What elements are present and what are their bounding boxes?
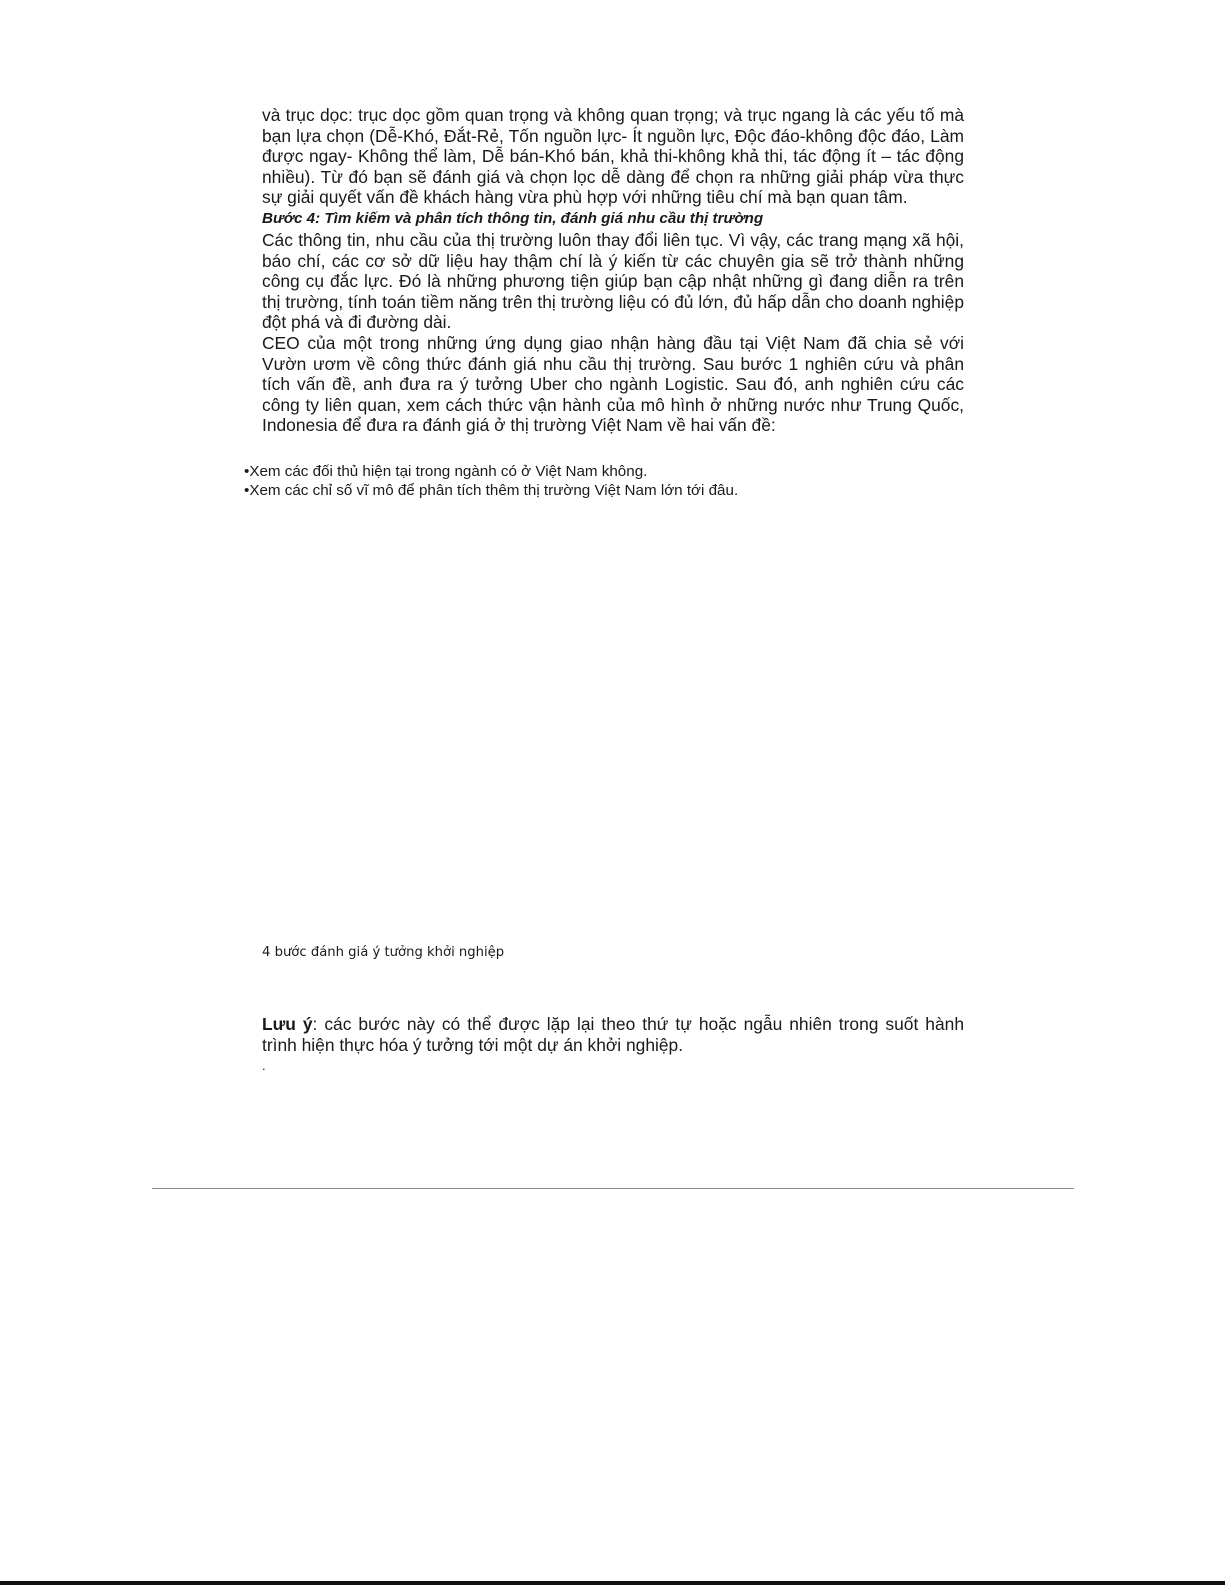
bullet-item-competitors: •Xem các đối thủ hiện tại trong ngành có ở Việt Nam không. — [244, 463, 648, 480]
bullet-list — [244, 462, 964, 500]
bullet-item-macro-indicators: •Xem các chỉ số vĩ mô để phân tích thêm thị trường Việt Nam lớn tới đâu. — [244, 482, 739, 499]
paragraph-ceo-story: CEO của một trong những ứng dụng giao nhận hàng đầu tại Việt Nam đã chia sẻ với Vườn ươm về công thức đánh giá nhu cầu thị trường. Sau bước 1 nghiên cứu và phân tích vấn đề, anh đưa ra ý tưởng Uber cho ngành Logistic. Sau đó, anh nghiên cứu các công ty liên quan, xem cách thức vận hành của mô hình ở những nước như Trung Quốc, Indonesia để đưa ra đánh giá ở thị trường Việt Nam về hai vấn đề: — [262, 332, 964, 436]
note-text: : các bước này có thể được lặp lại theo thứ tự hoặc ngẫu nhiên trong suốt hành trình hiện thực hóa ý tưởng tới một dự án khởi nghiệp. — [262, 1014, 964, 1055]
figure-caption: 4 bước đánh giá ý tưởng khởi nghiệp — [262, 945, 505, 960]
trailing-dot: . — [262, 1058, 266, 1073]
paragraph-market-info: Các thông tin, nhu cầu của thị trường luôn thay đổi liên tục. Vì vậy, các trang mạng xã hội, báo chí, các cơ sở dữ liệu hay thậm chí là ý kiến từ các chuyên gia sẽ trở thành những công cụ đắc lực. Đó là những phương tiện giúp bạn cập nhật những gì đang diễn ra trên thị trường, tính toán tiềm năng trên thị trường liệu có đủ lớn, đủ hấp dẫn cho doanh nghiệp đột phá và đi đường dài. — [262, 229, 964, 333]
note-block — [262, 1014, 964, 1055]
paragraph-axis-criteria: và trục dọc: trục dọc gồm quan trọng và không quan trọng; và trục ngang là các yếu tố mà bạn lựa chọn (Dễ-Khó, Đắt-Rẻ, Tốn nguồn lực- Ít nguồn lực, Độc đáo-không độc đáo, Làm được ngay- Không thể làm, Dễ bán-Khó bán, khả thi-không khả thi, tác động ít – tác động nhiều). Từ đó bạn sẽ đánh giá và chọn lọc dễ dàng để chọn ra những giải pháp vừa thực sự giải quyết vấn đề khách hàng vừa phù hợp với những tiêu chí mà bạn quan tâm. — [262, 105, 964, 208]
main-text-block — [262, 105, 964, 436]
note-paragraph — [262, 1014, 964, 1055]
step-4-heading: Bước 4: Tìm kiếm và phân tích thông tin, đánh giá nhu cầu thị trường — [262, 209, 764, 227]
note-label: Lưu ý — [262, 1014, 313, 1034]
bottom-edge-rule — [0, 1581, 1225, 1585]
page-separator-line — [152, 1188, 1074, 1189]
